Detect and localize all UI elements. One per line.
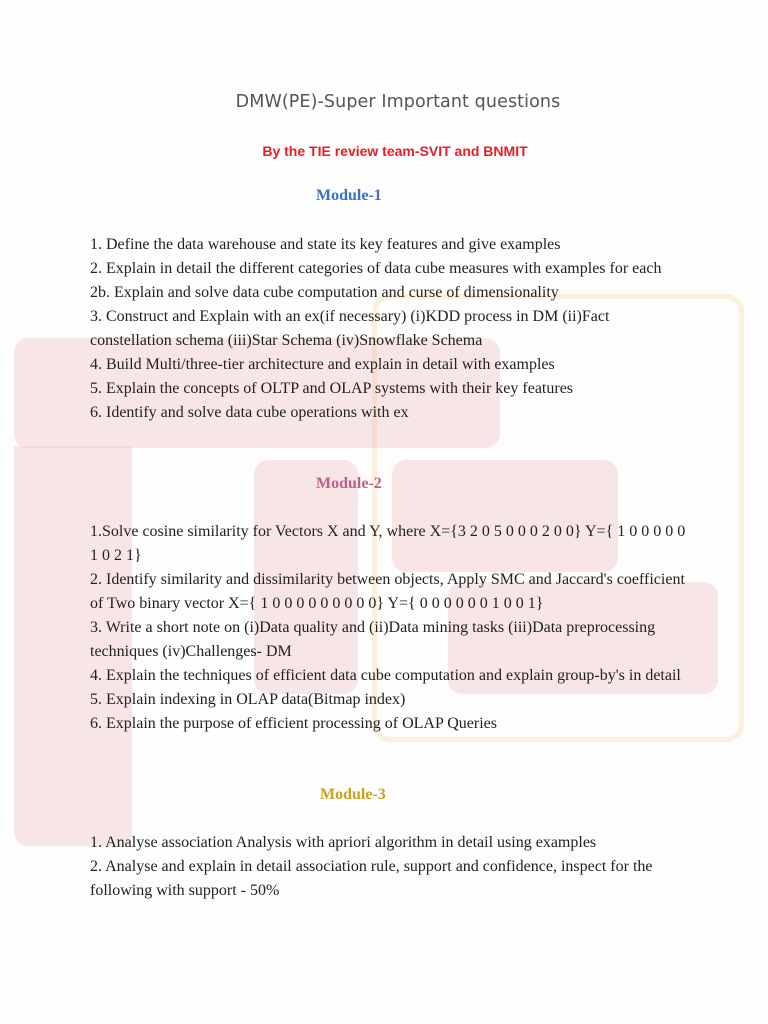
question-item: 3. Write a short note on (i)Data quality and (ii)Data mining tasks (iii)Data preprocessing techniques (iv)Challenges- DM [90, 619, 656, 660]
question-item: 2. Explain in detail the different categories of data cube measures with examples for each [90, 260, 662, 277]
question-item: 2. Identify similarity and dissimilarity between objects, Apply SMC and Jaccard's coefficient of Two binary vector X={ 1 0 0 0 0 0 0 0 0 0} Y={ 0 0 0 0 0 0 1 0 0 1} [90, 571, 685, 612]
module-3-heading: Module-3 [320, 786, 386, 803]
module-2-question-list [90, 520, 690, 736]
module-3-question-list [90, 831, 690, 903]
question-item: 5. Explain the concepts of OLTP and OLAP systems with their key features [90, 380, 574, 397]
question-item: 6. Identify and solve data cube operations with ex [90, 404, 409, 421]
module-1-heading: Module-1 [316, 187, 382, 204]
question-item: 2. Analyse and explain in detail association rule, support and confidence, inspect for the following with support - 50% [90, 858, 653, 899]
question-item: 5. Explain indexing in OLAP data(Bitmap index) [90, 691, 406, 708]
module-1-question-list [90, 233, 690, 425]
document-title: DMW(PE)-Super Important questions [235, 92, 561, 112]
question-item: 3. Construct and Explain with an ex(if necessary) (i)KDD process in DM (ii)Fact constellation schema (iii)Star Schema (iv)Snowflake Schema [90, 308, 610, 349]
question-item: 1. Analyse association Analysis with apriori algorithm in detail using examples [90, 834, 597, 851]
module-2-heading: Module-2 [316, 475, 382, 492]
question-item: 4. Build Multi/three-tier architecture and explain in detail with examples [90, 356, 555, 373]
question-item: 1.Solve cosine similarity for Vectors X and Y, where X={3 2 0 5 0 0 0 2 0 0} Y={ 1 0 0 0 0 0 1 0 2 1} [90, 523, 686, 564]
question-item: 1. Define the data warehouse and state its key features and give examples [90, 236, 561, 253]
question-item: 4. Explain the techniques of efficient data cube computation and explain group-by's in detail [90, 667, 681, 684]
question-item: 6. Explain the purpose of efficient processing of OLAP Queries [90, 715, 498, 732]
document-subtitle: By the TIE review team-SVIT and BNMIT [262, 143, 528, 159]
question-item: 2b. Explain and solve data cube computation and curse of dimensionality [90, 284, 559, 301]
